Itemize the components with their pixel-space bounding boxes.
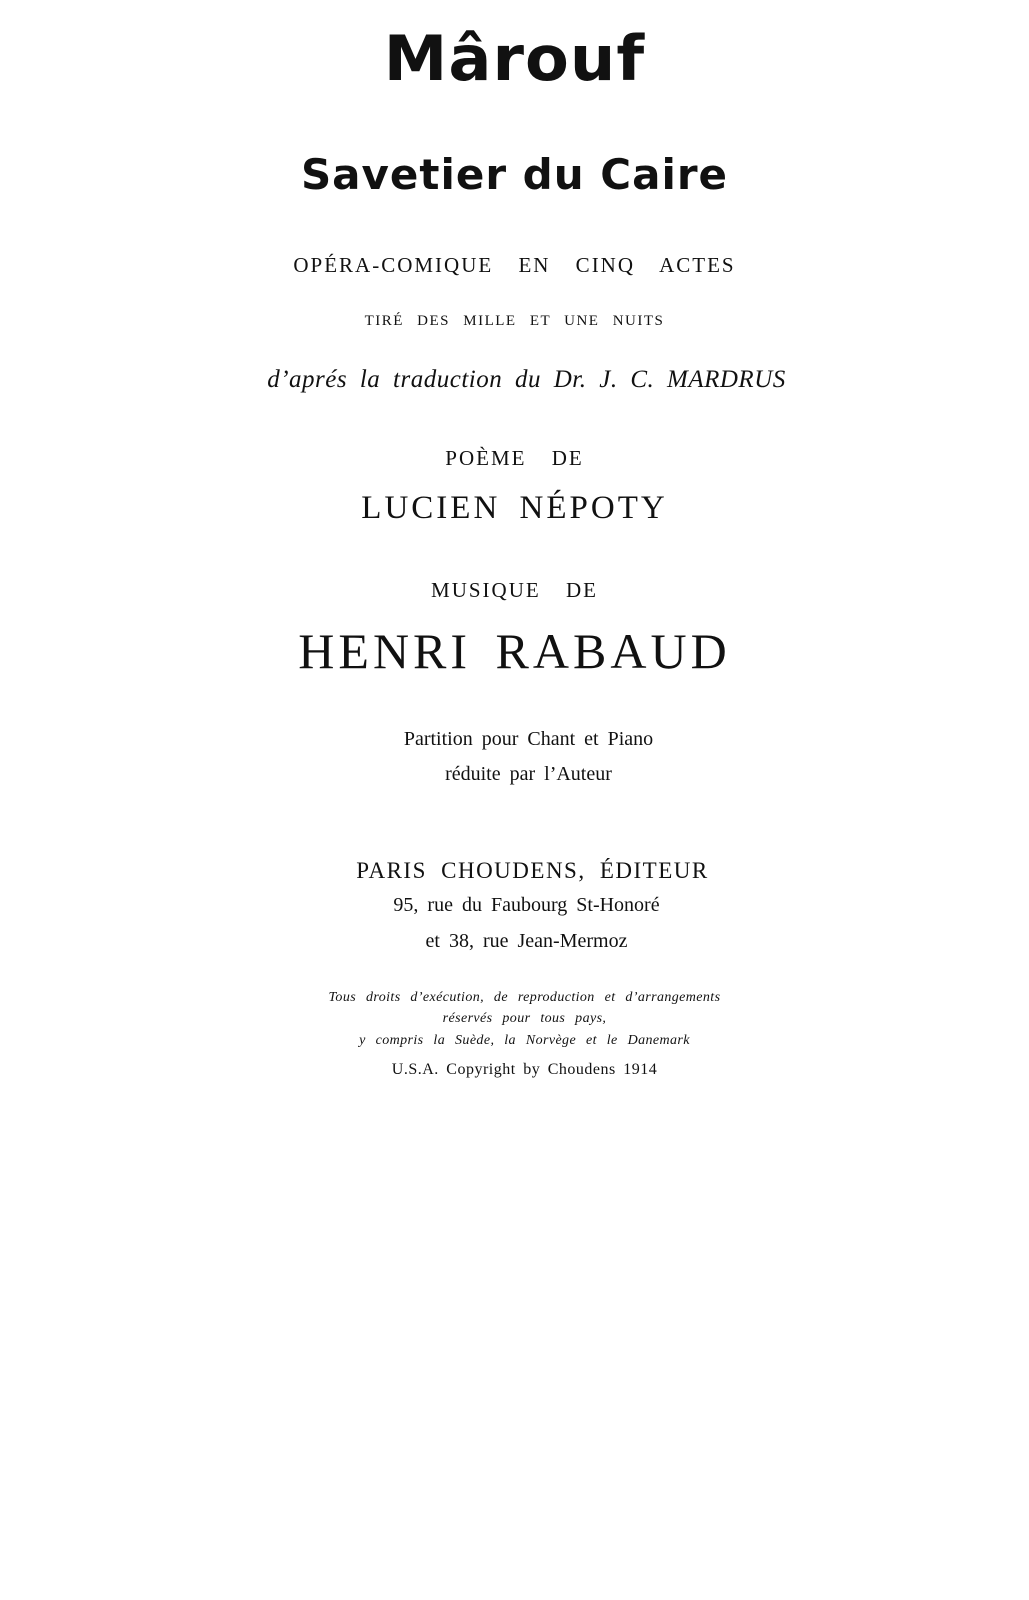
composer-name: HENRI RABAUD bbox=[298, 623, 731, 679]
publisher-address-line-2: et 38, rue Jean-Mermoz bbox=[425, 930, 628, 952]
rights-line-2: réservés pour tous pays, bbox=[442, 1011, 607, 1026]
score-description-line-1: Partition pour Chant et Piano bbox=[403, 728, 654, 750]
poem-label: POÈME DE bbox=[445, 446, 584, 470]
genre-line: OPÉRA-COMIQUE EN CINQ ACTES bbox=[293, 253, 736, 277]
rights-line-3: y compris la Suède, la Norvège et le Danemark bbox=[359, 1033, 690, 1048]
copyright-line: U.S.A. Copyright by Choudens 1914 bbox=[391, 1061, 658, 1078]
poet-name: LUCIEN NÉPOTY bbox=[361, 490, 668, 526]
source-line: TIRÉ DES MILLE ET UNE NUITS bbox=[364, 313, 665, 329]
publisher-address-line-1: 95, rue du Faubourg St-Honoré bbox=[393, 894, 660, 916]
rights-line-1: Tous droits d’exécution, de reproduction et d’arrangements bbox=[328, 990, 721, 1005]
opera-title: Mârouf bbox=[383, 22, 646, 95]
opera-subtitle: Savetier du Caire bbox=[300, 150, 729, 199]
publisher-name: PARIS CHOUDENS, ÉDITEUR bbox=[356, 858, 709, 883]
translation-line: d’aprés la traduction du Dr. J. C. MARDRUS bbox=[267, 366, 786, 393]
music-label: MUSIQUE DE bbox=[431, 578, 598, 602]
score-description-line-2: réduite par l’Auteur bbox=[445, 763, 612, 785]
